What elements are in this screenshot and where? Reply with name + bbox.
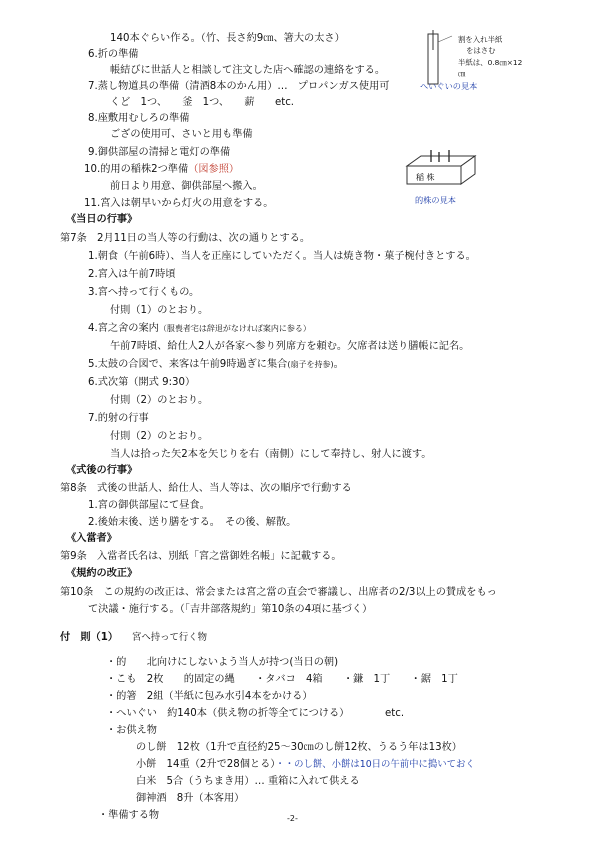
article-line: 第7条 2月11日の当人等の行動は、次の通りとする。 <box>60 233 311 244</box>
item-heading-text: 10.的用の稲株2つ準備 <box>84 164 189 175</box>
item-heading: 7.的射の行事 <box>88 413 149 424</box>
figure-note: 割を入れ半紙 <box>458 35 503 44</box>
list-item: 白米 5合（うちまき用）… 重箱に入れて供える <box>136 776 360 787</box>
small-note: (扇子を持参) <box>287 360 334 369</box>
text-line: 付則（2）のとおり。 <box>110 395 209 406</box>
list-item-text: 小餅 14重（2升で28個とる） <box>136 759 276 770</box>
period: 。 <box>333 359 344 370</box>
section-heading: 《式後の行事》 <box>66 465 138 476</box>
item-heading: 3.宮へ持って行くもの。 <box>88 287 200 298</box>
appendix-title: 付 則（1） <box>60 632 119 643</box>
list-item <box>136 758 475 772</box>
list-item: ・準備する物 <box>98 810 160 821</box>
item-heading <box>88 322 311 336</box>
list-item-note: ・・のし餅、小餅は10日の午前中に搗いておく <box>275 759 475 770</box>
article-line: 第10条 この規約の改正は、常会または宮之當の直会で審議し、出席者の2/3以上の賛成をもっ <box>60 587 497 598</box>
section-heading: 《入當者》 <box>66 533 117 544</box>
text-line: 付則（1）のとおり。 <box>110 305 209 316</box>
item-heading: 2.宮入は午前7時頃 <box>88 269 176 280</box>
list-item: ・的 北向けにしないよう当人が持つ(当日の朝) <box>106 657 339 668</box>
item-heading: 11.宮入は朝早いから灯火の用意をする。 <box>84 198 274 209</box>
text-line: 帳結びに世話人と相談して注文した店へ確認の連絡をする。 <box>110 65 386 76</box>
figure-caption: へいぐいの見本 <box>420 81 478 91</box>
list-item: のし餅 12枚（1升で直径約25～30㎝のし餅12枚、うるう年は13枚） <box>136 742 462 753</box>
appendix-heading <box>60 631 207 645</box>
article-line: 第8条 式後の世話人、給仕人、当人等は、次の順序で行動する <box>60 483 352 494</box>
figure-reference: （図参照） <box>188 164 240 175</box>
item-heading <box>84 163 239 177</box>
figure-note: ㎝ <box>458 69 466 78</box>
text-line: 140本ぐらい作る。（竹、長さ約9㎝、箸大の太さ） <box>110 33 345 44</box>
item-heading: 9.御供部屋の清掃と電灯の準備 <box>88 147 231 158</box>
list-item: ・こも 2枚 的固定の縄 ・タバコ 4箱 ・鎌 1丁 ・鋸 1丁 <box>106 674 458 685</box>
item-heading: 7.蒸し物道具の準備（清酒8本のかん用）… プロパンガス使用可 <box>88 81 390 92</box>
item-heading-text: 5.太鼓の合図で、来客は午前9時過ぎに集合 <box>88 359 288 370</box>
figure-note: をはさむ <box>466 46 496 55</box>
text-line: 当人は拾った矢2本を矢じりを右（南側）にして奉持し、射人に渡す。 <box>110 449 432 460</box>
article-line: 第9条 入當者氏名は、別紙「宮之當御姓名帳」に記載する。 <box>60 551 342 562</box>
figure-note: 半紙は、0.8㎝×12 <box>458 58 523 67</box>
list-item: ・的箸 2組（半紙に包み水引4本をかける） <box>106 691 313 702</box>
text-line: 午前7時頃、給仕人2人が各家へ参り列席方を頼む。欠席者は送り膳帳に記名。 <box>110 341 470 352</box>
text-line: 付則（2）のとおり。 <box>110 431 209 442</box>
item-heading: 6.折の準備 <box>88 49 139 60</box>
list-item: 御神酒 8升（本客用） <box>136 793 245 804</box>
list-item: ・お供え物 <box>106 725 157 736</box>
item-heading: 2.後始末後、送り膳をする。 その後、解散。 <box>88 517 297 528</box>
item-heading <box>88 358 344 372</box>
item-heading: 1.宮の御供部屋にて昼食。 <box>88 500 210 511</box>
section-heading: 《規約の改正》 <box>66 568 138 579</box>
text-line: ござの使用可、さいと用も準備 <box>110 129 253 140</box>
item-heading-text: 4.宮之舍の案内 <box>88 323 159 334</box>
item-heading: 8.座敷用むしろの準備 <box>88 113 190 124</box>
page-number: -2- <box>287 814 298 823</box>
text-line: 前日より用意、御供部屋へ搬入。 <box>110 181 263 192</box>
small-note: （服喪者宅は辞退がなければ案内に参る） <box>158 324 311 333</box>
item-heading: 6.式次第（開式 9:30） <box>88 377 196 388</box>
appendix-subtitle: 宮へ持って行く物 <box>132 632 208 643</box>
section-heading: 《当日の行事》 <box>66 214 138 225</box>
text-line: て決議・施行する。（「吉井部落規約」第10条の4項に基づく） <box>88 604 373 615</box>
list-item: ・へいぐい 約140本（供え物の折等全てにつける） etc. <box>106 708 405 719</box>
item-heading: 1.朝食（午前6時）、当人を正座にしていただく。当人は焼き物・菓子椀付きとする。 <box>88 251 476 262</box>
matokabu-figure <box>403 148 483 192</box>
callout-line <box>438 36 452 42</box>
figure-label: 稲 株 <box>416 173 435 182</box>
text-line: くど 1つ、 釜 1つ、 薪 etc. <box>110 97 295 108</box>
figure-caption: 的株の見本 <box>415 195 456 205</box>
